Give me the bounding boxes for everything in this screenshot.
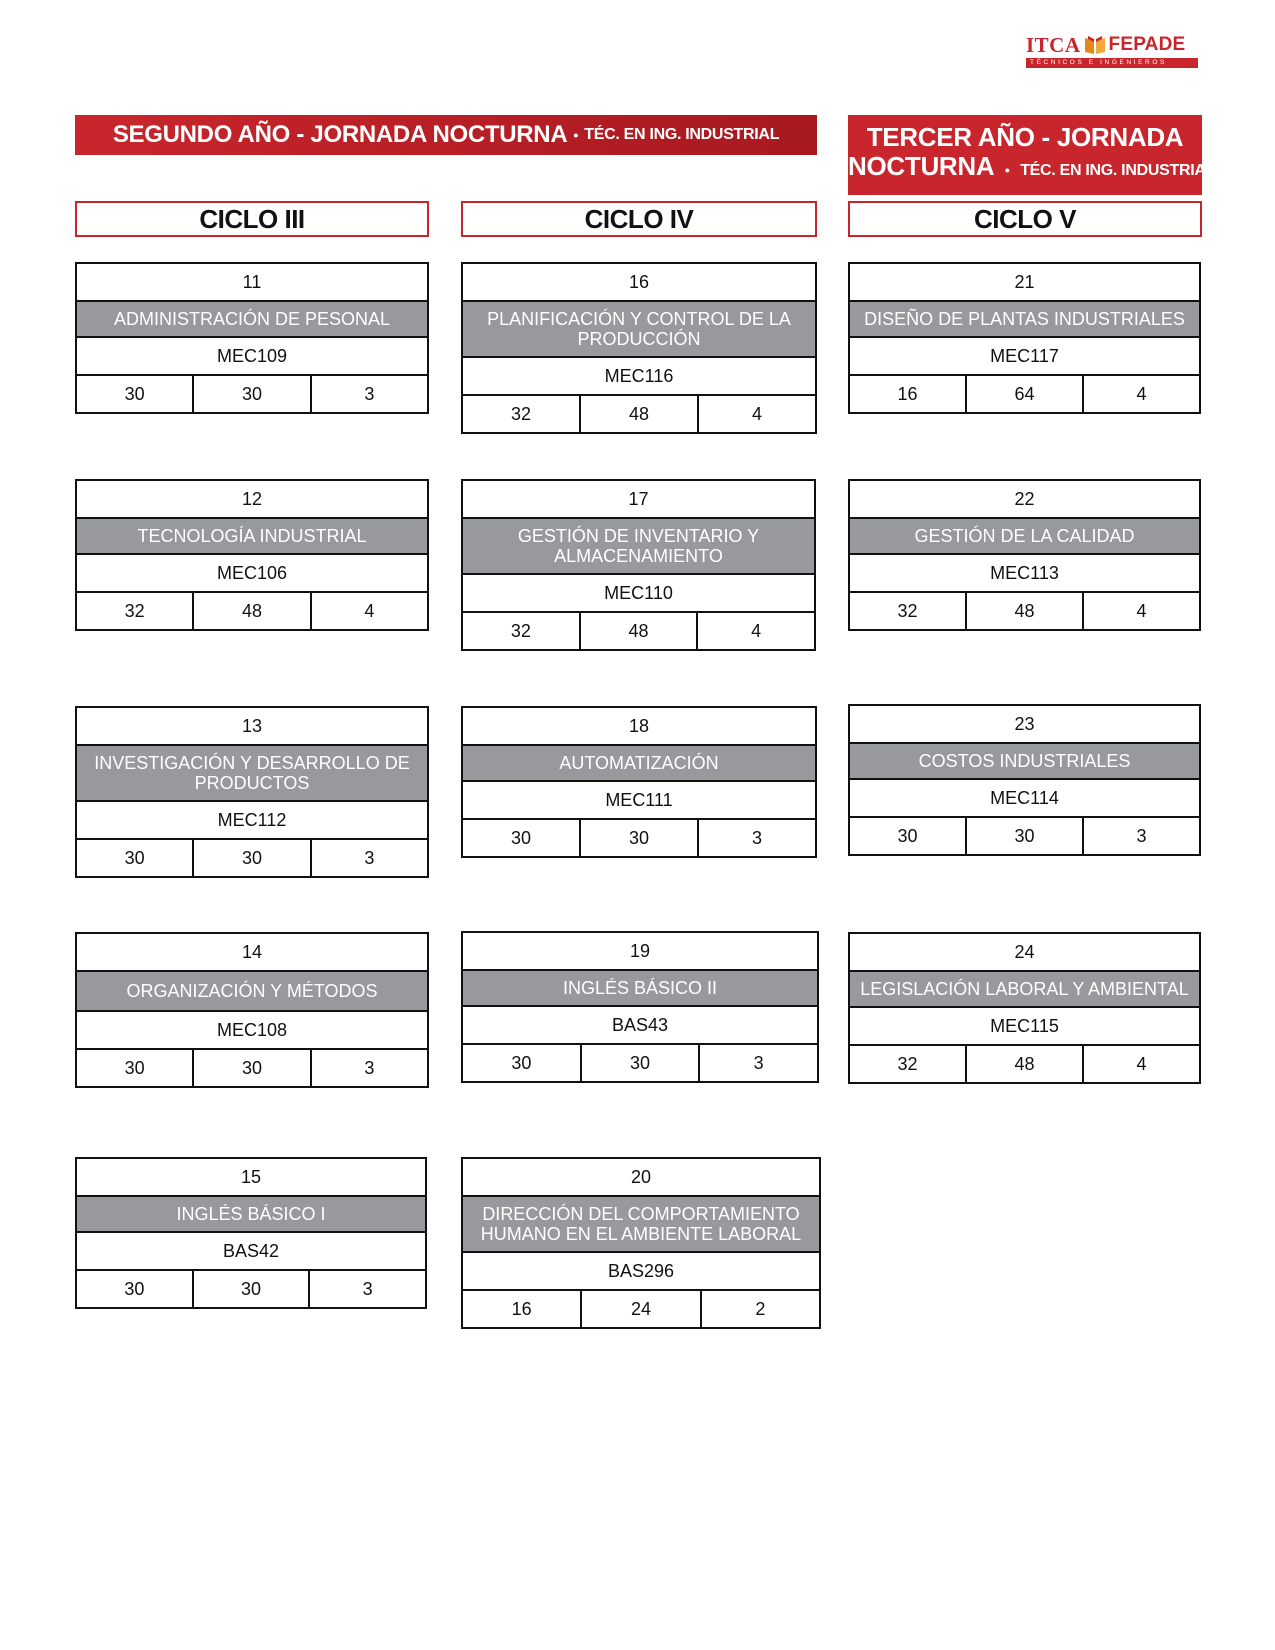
course-hours-value: 4 xyxy=(364,600,375,621)
course-hours-value: 30 xyxy=(194,1271,311,1307)
course-hours-row xyxy=(77,593,427,629)
banner-separator: • xyxy=(573,127,579,143)
course-code: BAS296 xyxy=(463,1253,819,1291)
course-card xyxy=(75,706,429,878)
course-hours-value: 32 xyxy=(463,396,581,432)
course-hours-row xyxy=(77,1271,425,1307)
course-card xyxy=(461,262,817,434)
course-card xyxy=(461,706,817,858)
course-number: 16 xyxy=(463,264,815,302)
book-icon xyxy=(1084,35,1106,55)
course-number: 17 xyxy=(463,481,814,519)
course-hours-value: 30 xyxy=(77,1271,194,1307)
course-hours-row xyxy=(77,376,427,412)
course-hours-row xyxy=(77,1050,427,1086)
course-number: 18 xyxy=(463,708,815,746)
course-hours-value: 4 xyxy=(1136,383,1147,404)
course-code: MEC111 xyxy=(463,782,815,820)
course-name: INGLÉS BÁSICO I xyxy=(77,1197,425,1233)
banner-separator: • xyxy=(1004,162,1010,178)
course-hours-value: 3 xyxy=(1136,825,1147,846)
course-hours-value: 30 xyxy=(77,1050,194,1086)
course-card xyxy=(848,704,1201,856)
course-hours-value: 24 xyxy=(582,1291,701,1327)
course-hours-value: 48 xyxy=(581,613,699,649)
course-hours-value: 3 xyxy=(753,1052,764,1073)
course-hours-value: 4 xyxy=(751,620,762,641)
course-number: 15 xyxy=(77,1159,425,1197)
course-name: DISEÑO DE PLANTAS INDUSTRIALES xyxy=(850,302,1199,338)
course-card xyxy=(461,931,819,1083)
course-number: 12 xyxy=(77,481,427,519)
course-card xyxy=(75,932,429,1088)
course-hours-value: 4 xyxy=(1136,600,1147,621)
course-name: PLANIFICACIÓN Y CONTROL DE LA PRODUCCIÓN xyxy=(463,302,815,358)
logo-itca-text: ITCA xyxy=(1026,32,1081,57)
third-year-subtitle: TÉC. EN ING. INDUSTRIAL xyxy=(1020,162,1216,179)
course-hours-value: 48 xyxy=(967,1046,1084,1082)
course-code: MEC110 xyxy=(463,575,814,613)
course-name: DIRECCIÓN DEL COMPORTAMIENTO HUMANO EN EL AMBIENTE LABORAL xyxy=(463,1197,819,1253)
course-number: 13 xyxy=(77,708,427,746)
course-hours-row xyxy=(463,396,815,432)
course-card xyxy=(848,262,1201,414)
course-hours-value: 4 xyxy=(751,403,762,424)
course-name: TECNOLOGÍA INDUSTRIAL xyxy=(77,519,427,555)
course-number: 20 xyxy=(463,1159,819,1197)
course-hours-value: 32 xyxy=(850,1046,967,1082)
cycle-header-v: CICLO V xyxy=(848,201,1202,237)
course-name: INGLÉS BÁSICO II xyxy=(463,971,817,1007)
course-code: MEC115 xyxy=(850,1008,1199,1046)
cycle-header-iv: CICLO IV xyxy=(461,201,817,237)
course-name: GESTIÓN DE INVENTARIO Y ALMACENAMIENTO xyxy=(463,519,814,575)
course-code: MEC109 xyxy=(77,338,427,376)
course-code: BAS42 xyxy=(77,1233,425,1271)
course-card xyxy=(75,262,429,414)
course-name: ADMINISTRACIÓN DE PESONAL xyxy=(77,302,427,338)
course-hours-value: 30 xyxy=(463,1045,582,1081)
second-year-title: SEGUNDO AÑO - JORNADA NOCTURNA xyxy=(112,121,568,148)
course-name: ORGANIZACIÓN Y MÉTODOS xyxy=(77,972,427,1012)
course-hours-value: 3 xyxy=(364,1057,375,1078)
course-number: 19 xyxy=(463,933,817,971)
course-hours-value: 2 xyxy=(755,1298,766,1319)
course-hours-value: 16 xyxy=(463,1291,582,1327)
cycle-header-iii: CICLO III xyxy=(75,201,429,237)
course-hours-value: 64 xyxy=(967,376,1084,412)
second-year-subtitle: TÉC. EN ING. INDUSTRIAL xyxy=(584,126,780,143)
course-number: 14 xyxy=(77,934,427,972)
course-card xyxy=(75,479,429,631)
logo-tagline: TÉCNICOS E INGENIEROS xyxy=(1026,58,1198,68)
third-year-title-line1: TERCER AÑO - JORNADA xyxy=(866,122,1184,152)
course-number: 22 xyxy=(850,481,1199,519)
course-name: LEGISLACIÓN LABORAL Y AMBIENTAL xyxy=(850,972,1199,1008)
course-card xyxy=(75,1157,427,1309)
course-hours-value: 32 xyxy=(77,593,194,629)
course-name: AUTOMATIZACIÓN xyxy=(463,746,815,782)
course-hours-row xyxy=(463,820,815,856)
course-hours-row xyxy=(850,593,1199,629)
course-hours-value: 48 xyxy=(967,593,1084,629)
course-number: 21 xyxy=(850,264,1199,302)
course-hours-value: 30 xyxy=(194,1050,311,1086)
itca-fepade-logo xyxy=(1026,33,1198,67)
course-hours-value: 30 xyxy=(77,840,194,876)
course-code: MEC112 xyxy=(77,802,427,840)
course-hours-row xyxy=(463,1045,817,1081)
course-hours-row xyxy=(850,1046,1199,1082)
course-code: MEC108 xyxy=(77,1012,427,1050)
course-hours-row xyxy=(850,818,1199,854)
course-card xyxy=(848,932,1201,1084)
course-hours-value: 48 xyxy=(194,593,311,629)
course-code: MEC117 xyxy=(850,338,1199,376)
course-hours-value: 32 xyxy=(463,613,581,649)
course-hours-row xyxy=(463,613,814,649)
third-year-banner xyxy=(848,115,1216,195)
course-hours-value: 48 xyxy=(581,396,699,432)
course-hours-value: 30 xyxy=(581,820,699,856)
course-card xyxy=(461,479,816,651)
course-hours-value: 16 xyxy=(850,376,967,412)
course-number: 11 xyxy=(77,264,427,302)
course-code: MEC116 xyxy=(463,358,815,396)
course-hours-value: 4 xyxy=(1136,1053,1147,1074)
second-year-banner xyxy=(75,115,817,155)
course-number: 24 xyxy=(850,934,1199,972)
course-hours-value: 30 xyxy=(77,376,194,412)
course-card xyxy=(848,479,1201,631)
logo-fepade-text: FEPADE xyxy=(1108,34,1186,55)
course-hours-row xyxy=(77,840,427,876)
third-year-title-line2: NOCTURNA xyxy=(848,151,995,181)
course-hours-row xyxy=(850,376,1199,412)
course-hours-value: 3 xyxy=(364,383,375,404)
course-number: 23 xyxy=(850,706,1199,744)
course-code: MEC113 xyxy=(850,555,1199,593)
course-hours-value: 30 xyxy=(850,818,967,854)
course-hours-value: 3 xyxy=(364,847,375,868)
course-card xyxy=(461,1157,821,1329)
course-hours-value: 32 xyxy=(850,593,967,629)
course-code: MEC114 xyxy=(850,780,1199,818)
course-hours-row xyxy=(463,1291,819,1327)
course-name: COSTOS INDUSTRIALES xyxy=(850,744,1199,780)
course-hours-value: 30 xyxy=(463,820,581,856)
course-code: BAS43 xyxy=(463,1007,817,1045)
course-code: MEC106 xyxy=(77,555,427,593)
course-name: GESTIÓN DE LA CALIDAD xyxy=(850,519,1199,555)
course-name: INVESTIGACIÓN Y DESARROLLO DE PRODUCTOS xyxy=(77,746,427,802)
course-hours-value: 3 xyxy=(751,827,762,848)
course-hours-value: 30 xyxy=(967,818,1084,854)
course-hours-value: 30 xyxy=(582,1045,701,1081)
course-hours-value: 3 xyxy=(362,1278,373,1299)
course-hours-value: 30 xyxy=(194,840,311,876)
course-hours-value: 30 xyxy=(194,376,311,412)
